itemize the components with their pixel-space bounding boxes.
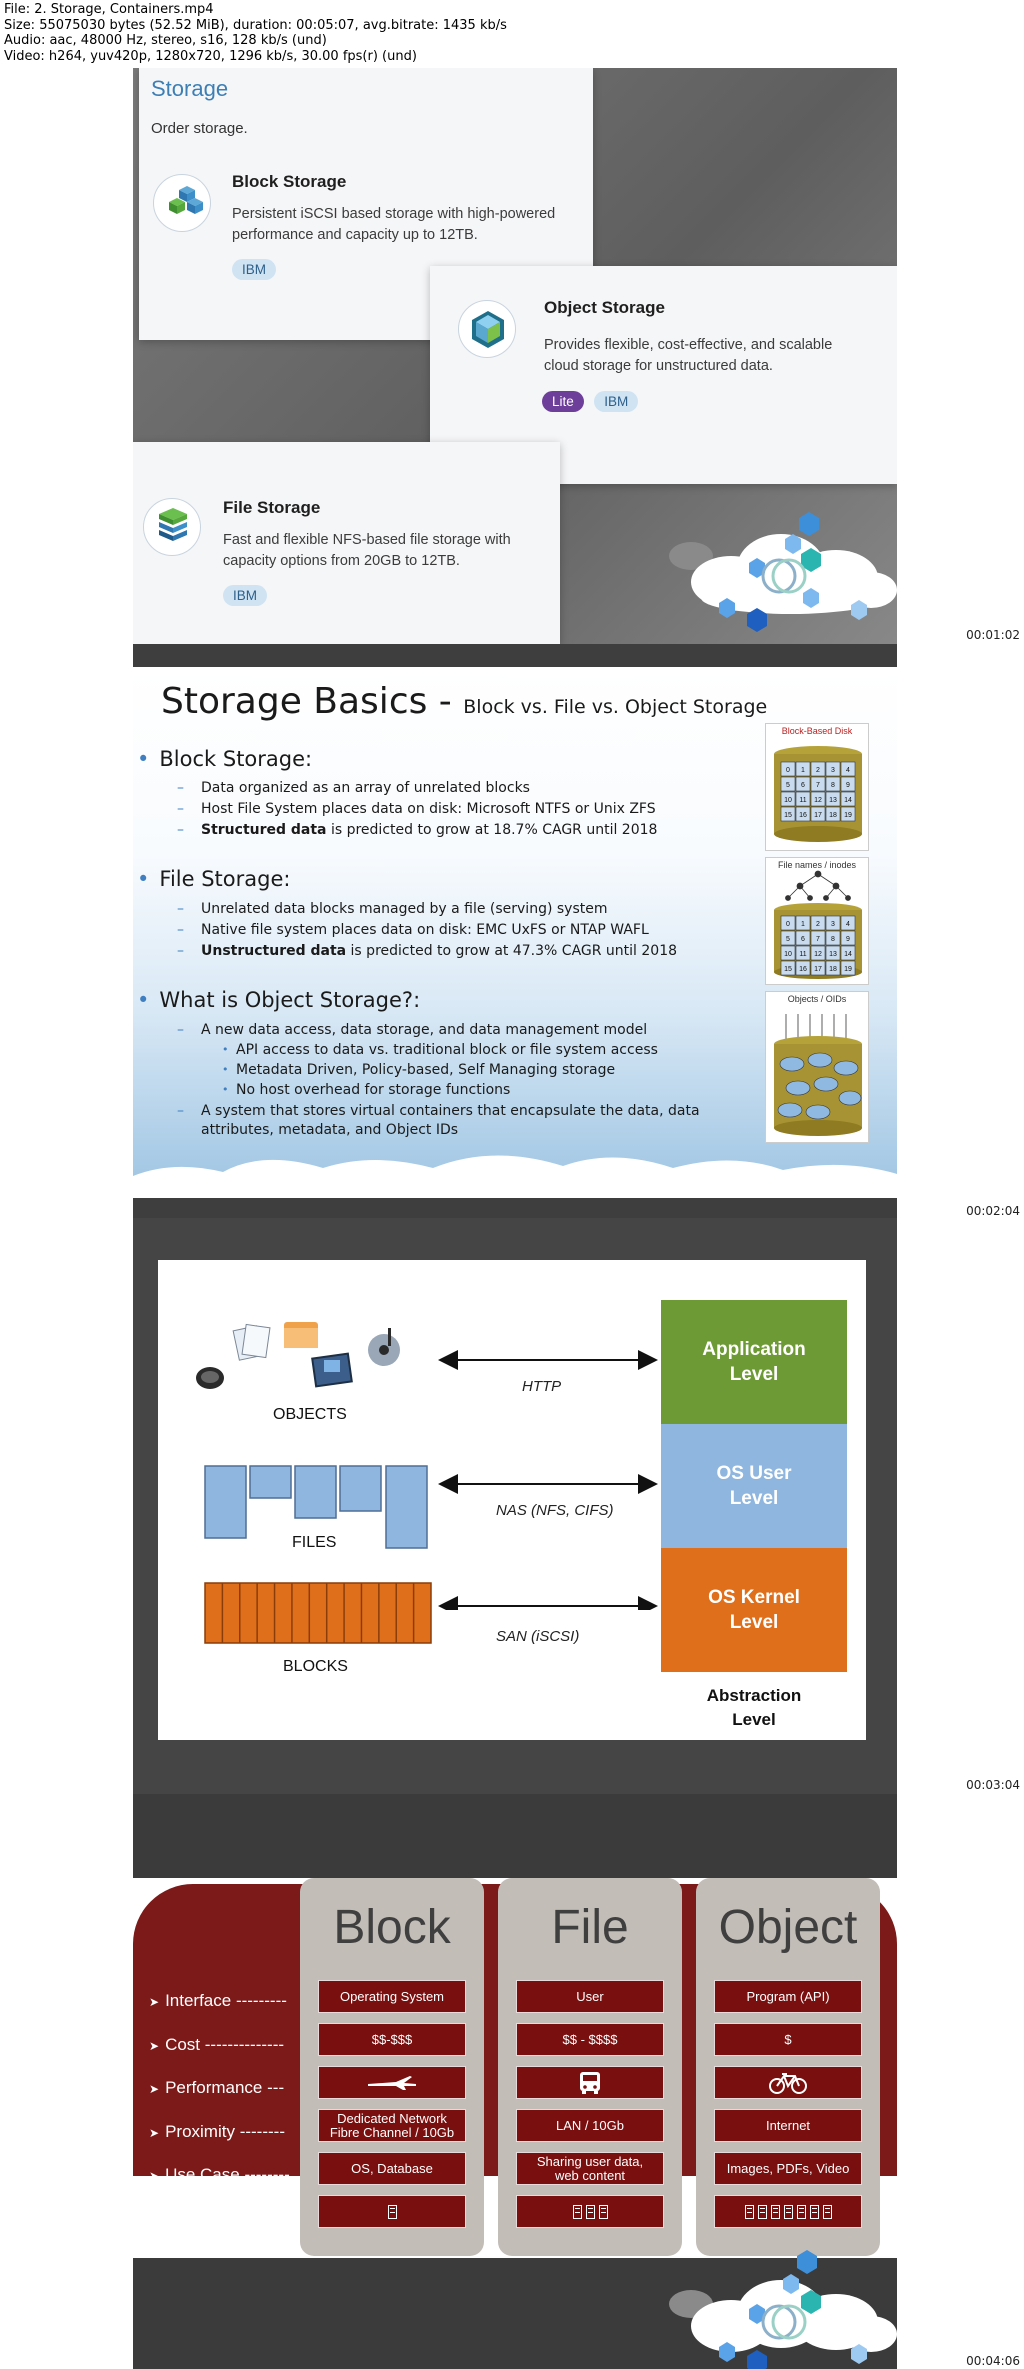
slide-title: Storage Basics - Block vs. File vs. Object Storage (161, 681, 768, 722)
file-storage-card[interactable] (133, 442, 560, 644)
object-sub-line: • No host overhead for storage functions (236, 1082, 510, 1098)
comparison-cell: OS, Database (318, 2152, 466, 2185)
disk-cell-label: 11 (799, 951, 807, 958)
application-level-box: Application Level (661, 1300, 847, 1424)
comparison-cell: Internet (714, 2109, 862, 2142)
object-line: – A system that stores virtual containers that encapsulate the data, data (201, 1103, 700, 1119)
object-storage-desc-2: cloud storage for unstructured data. (544, 358, 773, 374)
row-label-cost: ➤ Cost -------------- (149, 2035, 284, 2055)
frame-block-file-object (133, 1794, 897, 2369)
meta-file: File: 2. Storage, Containers.mp4 (4, 2, 214, 17)
scale-icon (714, 2195, 862, 2228)
comparison-cell: $$ - $$$$ (516, 2023, 664, 2056)
timestamp-2: 00:02:04 (966, 1204, 1020, 1218)
file-storage-desc-2: capacity options from 20GB to 12TB. (223, 553, 460, 569)
disk-cell-label: 19 (844, 966, 852, 973)
object-column-header: Object (718, 1901, 858, 1954)
disk-cell-label: 11 (799, 797, 807, 804)
comparison-cell: $$-$$$ (318, 2023, 466, 2056)
objects-label: OBJECTS (273, 1406, 347, 1423)
comparison-cell: LAN / 10Gb (516, 2109, 664, 2142)
block-storage-icon (153, 174, 211, 232)
timestamp-4: 00:04:06 (966, 2354, 1020, 2368)
disk-cell-label: 17 (814, 966, 822, 973)
file-metadata (4, 2, 507, 64)
block-line: – Data organized as an array of unrelated blocks (201, 780, 530, 796)
ibm-cloud-logo-icon (661, 498, 897, 638)
comparison-cell: Dedicated Network Fibre Channel / 10Gb (318, 2109, 466, 2142)
disk-cell-label: 16 (799, 812, 807, 819)
file-disk-image: File names / inodes 0 1 2 3 4 5 6 7 8 9 10 11 12 13 14 15 16 17 18 19 (765, 857, 869, 985)
slide-subtitle: Block vs. File vs. Object Storage (463, 696, 768, 718)
object-sub-line: • API access to data vs. traditional block or file system access (236, 1042, 658, 1058)
row-label-scale: ➤ Scale ------------- (149, 2209, 286, 2229)
bus-icon (516, 2066, 664, 2099)
scale-icon (516, 2195, 664, 2228)
document-icon (233, 1324, 270, 1360)
disk-cell-label: 4 (846, 767, 850, 774)
ibm-cloud-logo-icon (661, 2234, 897, 2369)
file-line: – Unrelated data blocks managed by a file (serving) system (201, 901, 607, 917)
ibm-tag: IBM (232, 259, 276, 280)
disk-cell-label: 9 (846, 936, 850, 943)
disk-cell-label: 10 (784, 797, 792, 804)
comparison-cell: User (516, 1980, 664, 2013)
os-user-level-box: OS User Level (661, 1424, 847, 1548)
disk-cell-label: 12 (814, 797, 822, 804)
disk-cell-label: 8 (831, 782, 835, 789)
comparison-cell: $ (714, 2023, 862, 2056)
blocks-label: BLOCKS (283, 1658, 348, 1675)
comparison-cell: Sharing user data, web content (516, 2152, 664, 2185)
music-icon (368, 1328, 400, 1366)
frame-storage-catalog (133, 68, 897, 644)
disk-cell-label: 8 (831, 936, 835, 943)
nas-label: NAS (NFS, CIFS) (496, 1502, 614, 1519)
file-line: – Native file system places data on disk: EMC UxFS or NTAP WAFL (201, 922, 649, 938)
page-subtitle: Order storage. (151, 120, 248, 137)
object-sub-line: • Metadata Driven, Policy-based, Self Managing storage (236, 1062, 615, 1078)
row-label-interface: ➤ Interface --------- (149, 1991, 287, 2011)
blocks-graphic (204, 1582, 434, 1646)
object-heading: • What is Object Storage?: (137, 988, 420, 1012)
ibm-tag: IBM (594, 391, 638, 412)
disk-cell-label: 5 (786, 936, 790, 943)
object-storage-icon (458, 300, 516, 358)
disk-cell-label: 1 (801, 767, 805, 774)
row-label-use-case: ➤ Use Case -------- (149, 2165, 290, 2185)
objects-icons (194, 1312, 424, 1402)
disk-cell-label: 17 (814, 812, 822, 819)
disk-cell-label: 1 (801, 921, 805, 928)
disk-cell-label: 14 (844, 951, 852, 958)
comparison-cell: Program (API) (714, 1980, 862, 2013)
http-label: HTTP (522, 1378, 562, 1395)
jet-icon (318, 2066, 466, 2099)
lite-tag: Lite (542, 391, 584, 412)
disk-cell-label: 14 (844, 797, 852, 804)
disk-cell-label: 3 (831, 921, 835, 928)
disk-cell-label: 13 (829, 797, 837, 804)
ibm-tag: IBM (223, 585, 267, 606)
disk-cell-label: 4 (846, 921, 850, 928)
block-disk-image: Block-Based Disk 0 1 2 3 4 5 6 7 8 9 10 11 12 13 14 15 16 17 18 19 (765, 723, 869, 851)
disk-cell-label: 12 (814, 951, 822, 958)
object-storage-title: Object Storage (544, 298, 665, 317)
disk-cell-label: 0 (786, 921, 790, 928)
disk-cell-label: 19 (844, 812, 852, 819)
disk-cell-label: 18 (829, 812, 837, 819)
disk-cell-label: 10 (784, 951, 792, 958)
files-label: FILES (292, 1534, 337, 1551)
disk-cell-label: 6 (801, 782, 805, 789)
file-column-header: File (551, 1901, 629, 1954)
object-storage-desc-1: Provides flexible, cost-effective, and scalable (544, 337, 833, 353)
disk-cell-label: 16 (799, 966, 807, 973)
block-storage-title: Block Storage (232, 172, 347, 191)
chat-icon (196, 1367, 224, 1389)
object-line-cont: attributes, metadata, and Object IDs (201, 1122, 459, 1138)
disk-cell-label: 18 (829, 966, 837, 973)
photo-icon (312, 1354, 352, 1387)
disk-cell-label: 15 (784, 812, 792, 819)
frame-storage-basics (133, 644, 897, 1218)
block-storage-desc-1: Persistent iSCSI based storage with high-powered (232, 206, 556, 222)
disk-cell-label: 15 (784, 966, 792, 973)
object-disk-image: Objects / OIDs (765, 991, 869, 1143)
os-kernel-level-box: OS Kernel Level (661, 1548, 847, 1672)
san-label: SAN (iSCSI) (496, 1628, 580, 1645)
block-storage-desc-2: performance and capacity up to 12TB. (232, 227, 478, 243)
file-growth-line: – Unstructured data is predicted to grow at 47.3% CAGR until 2018 (201, 943, 677, 959)
bicycle-icon (714, 2066, 862, 2099)
block-growth-line: – Structured data is predicted to grow at 18.7% CAGR until 2018 (201, 822, 657, 838)
row-label-proximity: ➤ Proximity -------- (149, 2122, 285, 2142)
disk-cell-label: 2 (816, 921, 820, 928)
abstraction-level-label: Abstraction Level (706, 1686, 802, 1729)
disk-cell-label: 9 (846, 782, 850, 789)
meta-audio: Audio: aac, 48000 Hz, stereo, s16, 128 kb/s (und) (4, 33, 327, 48)
timestamp-3: 00:03:04 (966, 1778, 1020, 1792)
disk-cell-label: 2 (816, 767, 820, 774)
disk-cell-label: 13 (829, 951, 837, 958)
comparison-cell: Operating System (318, 1980, 466, 2013)
block-column-header: Block (333, 1901, 451, 1954)
folder-icon (284, 1322, 318, 1348)
disk-cell-label: 7 (816, 936, 820, 943)
object-line: – A new data access, data storage, and data management model (201, 1022, 647, 1038)
page-title: Storage (151, 76, 229, 101)
block-line: – Host File System places data on disk: Microsoft NTFS or Unix ZFS (201, 801, 656, 817)
file-storage-icon (143, 498, 201, 556)
comparison-cell: Images, PDFs, Video (714, 2152, 862, 2185)
frame-abstraction-levels (133, 1218, 897, 1794)
row-label-performance: ➤ Performance --- (149, 2078, 284, 2098)
file-storage-desc-1: Fast and flexible NFS-based file storage with (223, 532, 511, 548)
file-storage-title: File Storage (223, 498, 321, 517)
disk-cell-label: 7 (816, 782, 820, 789)
file-heading: • File Storage: (137, 867, 290, 891)
disk-cell-label: 3 (831, 767, 835, 774)
disk-cell-label: 6 (801, 936, 805, 943)
disk-cell-label: 5 (786, 782, 790, 789)
block-heading: • Block Storage: (137, 747, 312, 771)
scale-icon (318, 2195, 466, 2228)
meta-size: Size: 55075030 bytes (52.52 MiB), duration: 00:05:07, avg.bitrate: 1435 kb/s (4, 17, 507, 33)
timestamp-1: 00:01:02 (966, 628, 1020, 642)
clouds-decoration (133, 1138, 897, 1198)
meta-video: Video: h264, yuv420p, 1280x720, 1296 kb/s, 30.00 fps(r) (und) (4, 48, 417, 64)
disk-cell-label: 0 (786, 767, 790, 774)
